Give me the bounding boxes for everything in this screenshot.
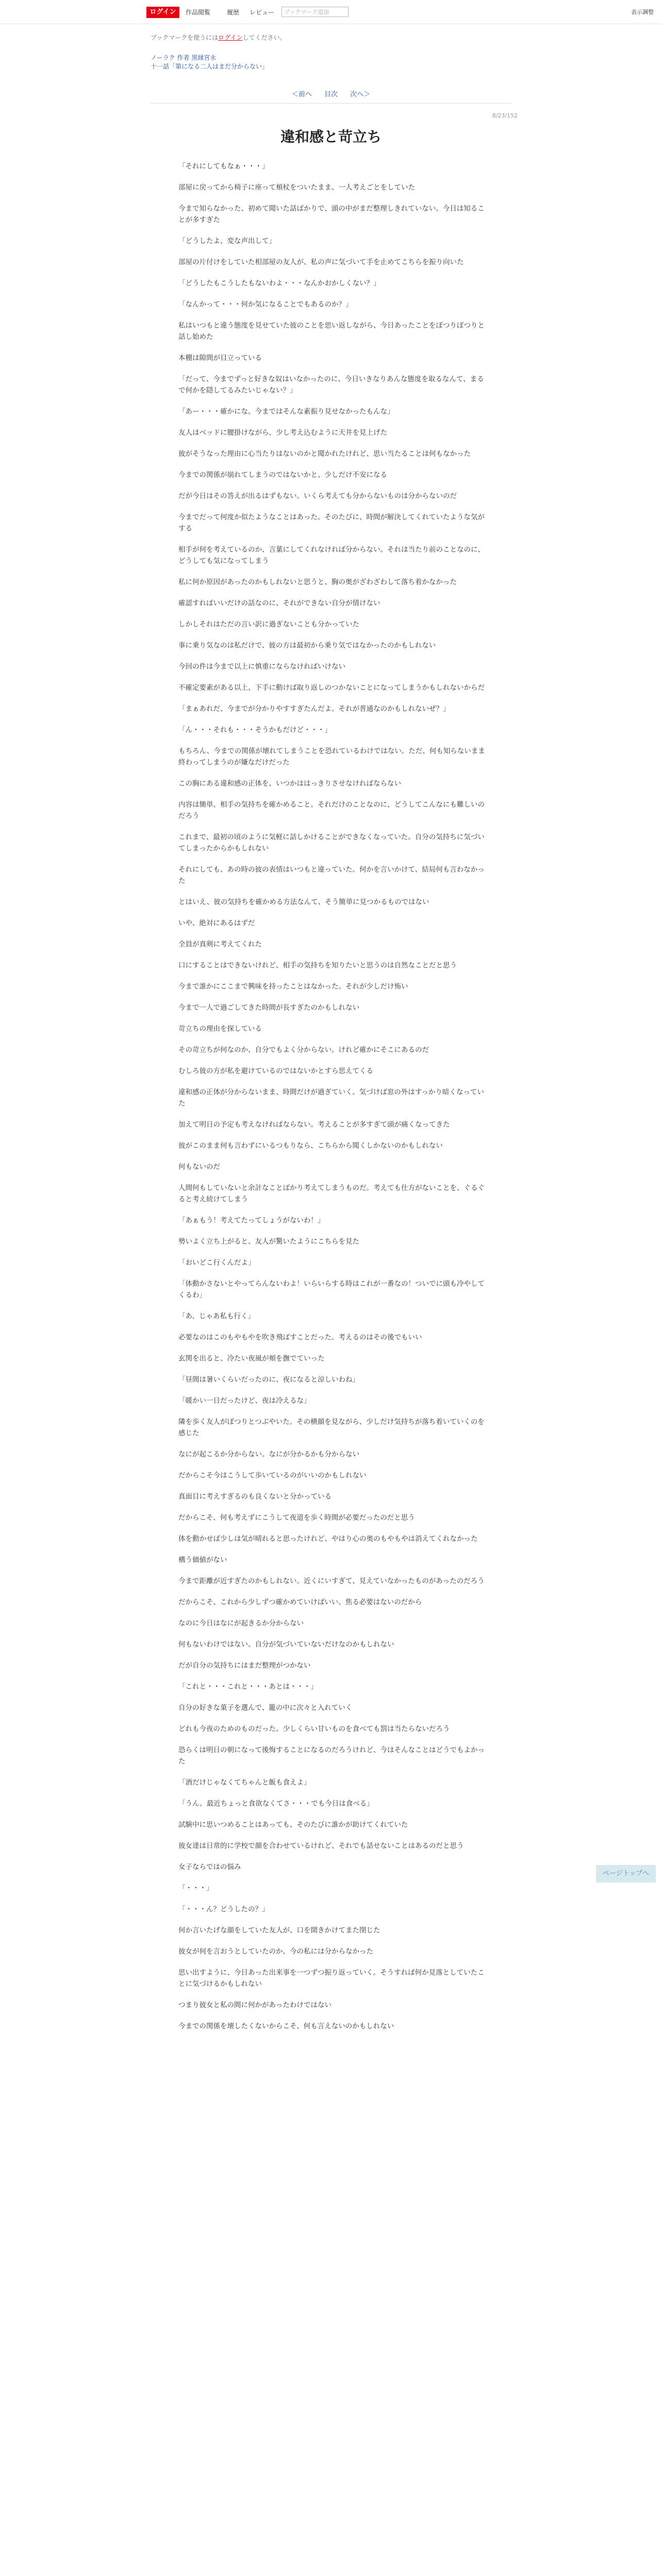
body-paragraph: だが今日はその答えが出るはずもない。いくら考えても分からないものは分からないのだ (178, 492, 457, 500)
body-paragraph: 構う価値がない (178, 1556, 227, 1564)
nav-item-history[interactable]: 履歴 (227, 9, 240, 16)
author-line[interactable]: ノーラク 作者 黒縁宮永 (151, 54, 217, 61)
body-paragraph: 何もないのだ (178, 1163, 220, 1171)
body-paragraph: 真面目に考えすぎるのも良くないと分かっている (178, 1493, 332, 1501)
body-paragraph: 「体動かさないとやってらんないわよ！いらいらする時はこれが一番なの！ついでに頭も冷やしてくるわ」 (178, 1280, 485, 1299)
body-paragraph: 「・・・ん？どうしたの？」 (178, 1905, 269, 1913)
body-paragraph: 確認すればいいだけの話なのに、それができない自分が情けない (178, 599, 380, 607)
login-button[interactable]: ログイン (146, 7, 179, 18)
body-paragraph: 私に何か原因があったのかもしれないと思うと、胸の奥がざわざわして落ち着かなかった (178, 578, 457, 586)
body-paragraph: 「それにしてもなぁ・・・」 (178, 162, 269, 171)
body-paragraph: これまで、最初の頃のように気軽に話しかけることができなくなっていた。自分の気持ちに気づいてしまったからかもしれない (178, 833, 485, 853)
body-paragraph: だが自分の気持ちにはまだ整理がつかない (178, 1662, 311, 1670)
notice-login-link[interactable]: ログイン (218, 34, 243, 41)
body-paragraph: 部屋に戻ってから椅子に座って頬杖をついたまま、一人考えごとをしていた (178, 183, 415, 192)
body-paragraph: だからこそ、何も考えずにこうして夜道を歩く時間が必要だったのだと思う (178, 1514, 415, 1522)
body-paragraph: 何もないわけではない。自分が気づいていないだけなのかもしれない (178, 1640, 394, 1649)
body-paragraph: 不確定要素がある以上、下手に動けば取り返しのつかないことになってしまうかもしれないからだ (178, 684, 485, 692)
body-paragraph: 彼女達は日常的に学校で顔を合わせているけれど、それでも話せないことはあるのだと思う (178, 1842, 464, 1850)
body-paragraph: だからこそ、これから少しずつ確かめていけばいい。焦る必要はないのだから (178, 1598, 422, 1606)
body-paragraph: もちろん、今までの関係が壊れてしまうことを恐れているわけではない。ただ、何も知らないまま終わってしまうのが嫌なだけだった (178, 747, 485, 767)
work-meta (151, 54, 268, 71)
body-paragraph: それにしても、あの時の彼の表情はいつもと違っていた。何かを言いかけて、結局何も言わなかった (178, 866, 485, 885)
index-link[interactable]: 目次 (324, 91, 338, 98)
body-paragraph: 「どうしたもこうしたもないわよ・・・なんかおかしくない？」 (178, 279, 380, 287)
body-paragraph: 「・・・」 (178, 1884, 213, 1892)
body-paragraph: 相手が何を考えているのか、言葉にしてくれなければ分からない。それは当たり前のことなのに、どうしても気になってしまう (178, 546, 485, 565)
body-paragraph: 事に乗り気なのは私だけで、彼の方は最初から乗り気ではなかったのかもしれない (178, 641, 436, 650)
body-paragraph: 今まで知らなかった、初めて聞いた話ばかりで、頭の中がまだ整理しきれていない。今日は知ることが多すぎた (178, 205, 485, 224)
body-paragraph: 今まで距離が近すぎたのかもしれない。近くにいすぎて、見えていなかったものがあったのだろう (178, 1577, 485, 1585)
body-paragraph: 彼がこのまま何も言わずにいるつもりなら、こちらから聞くしかないのかもしれない (178, 1142, 443, 1150)
page-top-button[interactable]: ページトップへ (596, 1865, 656, 1883)
body-paragraph: しかしそれはただの言い訳に過ぎないことも分かっていた (178, 620, 359, 629)
body-paragraph: 今回の件は今まで以上に慎重にならなければいけない (178, 663, 345, 671)
body-paragraph: 何か言いたげな顔をしていた友人が、口を開きかけてまた閉じた (178, 1926, 380, 1935)
login-notice (151, 33, 286, 42)
body-paragraph: 「ん・・・それも・・・そうかもだけど・・・」 (178, 726, 332, 734)
body-paragraph: 体を動かせば少しは気が晴れると思ったけれど、やはり心の奥のもやもやは消えてくれなかった (178, 1535, 478, 1543)
body-paragraph: つまり彼女と私の間に何かがあったわけではない (178, 2001, 332, 2009)
body-paragraph: とはいえ、彼の気持ちを確かめる方法なんて、そう簡単に見つかるものではない (178, 898, 429, 906)
body-paragraph: その苛立ちが何なのか、自分でもよく分からない。けれど確かにそこにあるのだ (178, 1046, 429, 1054)
notice-suffix: してください。 (242, 34, 286, 41)
body-paragraph: 「昼間は暑いくらいだったのに、夜になると涼しいわね」 (178, 1376, 359, 1384)
body-paragraph: 自分の好きな菓子を選んで、籠の中に次々と入れていく (178, 1704, 353, 1712)
body-paragraph: 苛立ちの理由を探している (178, 1025, 262, 1033)
body-paragraph: 今まで誰かにここまで興味を持ったことはなかった。それが少しだけ怖い (178, 982, 408, 991)
divider (151, 103, 511, 104)
body-paragraph: むしろ彼の方が私を避けているのではないかとすら思えてくる (178, 1067, 373, 1075)
body-paragraph: 違和感の正体が分からないまま、時間だけが過ぎていく。気づけば窓の外はすっかり暗くなっていた (178, 1088, 484, 1108)
body-paragraph: 必要なのはこのもやもやを吹き飛ばすことだった。考えるのはその後でもいい (178, 1333, 422, 1342)
body-paragraph: 「うん。最近ちょっと食欲なくてさ・・・でも今日は食べる」 (178, 1800, 374, 1808)
body-paragraph: 全員が真剣に考えてくれた (178, 940, 262, 948)
body-paragraph: 今までだって何度か似たようなことはあった。そのたびに、時間が解決してくれていたような気がする (178, 513, 485, 533)
prev-link[interactable]: ＜前へ (291, 91, 312, 98)
body-paragraph: 「あぁもう！考えてたってしょうがないわ！」 (178, 1216, 325, 1225)
body-paragraph: 私はいつもと違う態度を見せていた彼のことを思い返しながら、今日あったことをぽつりぽつりと話し始めた (178, 321, 485, 341)
chapter-title: 違和感と苛立ち (280, 128, 382, 145)
body-paragraph: いや、絶対にあるはずだ (178, 919, 255, 927)
body-paragraph: 人間何もしていないと余計なことばかり考えてしまうものだ。考えても仕方がないことを、ぐるぐると考え続けてしまう (178, 1184, 485, 1204)
body-paragraph: 今までの関係を壊したくないからこそ、何も言えないのかもしれない (178, 2022, 394, 2030)
body-paragraph: だからこそ今はこうして歩いているのがいいのかもしれない (178, 1471, 367, 1480)
nav-item-review[interactable]: レビュー (250, 9, 275, 16)
next-link[interactable]: 次へ＞ (350, 91, 371, 98)
body-paragraph: 「だって、今までずっと好きな奴はいなかったのに、今日いきなりあんな態度を取るなんて、まるで何かを隠してるみたいじゃない？」 (178, 375, 484, 395)
notice-prefix: ブックマークを使うには (151, 34, 219, 41)
body-paragraph: 「あ、じゃあ私も行く」 (178, 1312, 255, 1320)
body-paragraph: 「まぁあれだ、今までが分かりやすすぎたんだよ。それが普通なのかもしれないぜ？」 (178, 705, 450, 713)
display-settings-link[interactable]: 表示調整 (631, 9, 654, 15)
chapter-line[interactable]: 十一話「第になる二人はまだ分からない」 (151, 63, 269, 70)
body-paragraph: 彼がそうなった理由に心当たりはないのかと聞かれたけれど、思い当たることは何もなかった (178, 450, 471, 458)
body-paragraph: 「あー・・・確かにな。今まではそんな素振り見せなかったもんな」 (178, 408, 394, 416)
body-paragraph: 加えて明日の予定も考えなければならない。考えることが多すぎて頭が痛くなってきた (178, 1121, 450, 1129)
body-paragraph: 試験中に思いつめることはあっても、そのたびに誰かが助けてくれていた (178, 1821, 408, 1829)
body-paragraph: なのに今日はなにが起きるか分からない (178, 1619, 304, 1628)
body-paragraph: 「なんかって・・・何か気になることでもあるのか？」 (178, 300, 353, 309)
body-paragraph: 今まで一人で過ごしてきた時間が長すぎたのかもしれない (178, 1004, 359, 1012)
body-paragraph: 玄関を出ると、冷たい夜風が頬を撫でていった (178, 1354, 325, 1363)
body-paragraph: 「暖かい一日だったけど、夜は冷えるな」 (178, 1397, 311, 1405)
top-bar (0, 0, 662, 24)
body-paragraph: どれも今夜のためのものだった。少しくらい甘いものを食べても罰は当たらないだろう (178, 1725, 450, 1733)
body-paragraph: 部屋の片付けをしていた相部屋の友人が、私の声に気づいて手を止めてこちらを振り向いた (178, 258, 464, 266)
body-paragraph: 女子ならではの悩み (178, 1863, 241, 1871)
body-paragraph: 隣を歩く友人がぽつりとつぶやいた。その横顔を見ながら、少しだけ気持ちが落ち着いていくのを感じた (178, 1418, 485, 1437)
nav-item-browse[interactable]: 作品閲覧 (186, 9, 211, 16)
body-paragraph: 「どうしたよ、変な声出して」 (178, 237, 276, 245)
body-paragraph: 内容は簡単、相手の気持ちを確かめること。それだけのことなのに、どうしてこんなにも難しいのだろう (178, 801, 485, 820)
novel-body (178, 161, 488, 2042)
body-paragraph: この胸にある違和感の正体を、いつかははっきりさせなければならない (178, 779, 401, 788)
body-paragraph: 「おいどこ行くんだよ」 (178, 1259, 255, 1267)
bookmark-input[interactable] (282, 7, 349, 17)
body-paragraph: なにが起こるか分からない。なにが分かるかも分からない (178, 1450, 359, 1459)
body-paragraph: 今までの関係が崩れてしまうのではないかと、少しだけ不安になる (178, 471, 387, 479)
body-paragraph: 彼女が何を言おうとしていたのか、今の私には分からなかった (178, 1947, 373, 1956)
episode-counter: 8/23/152 (492, 112, 518, 119)
body-paragraph: 口にすることはできないけれど、相手の気持ちを知りたいと思うのは自然なことだと思う (178, 961, 457, 970)
body-paragraph: 友人はベッドに腰掛けながら、少し考え込むように天井を見上げた (178, 429, 387, 437)
body-paragraph: 恐らくは明日の朝になって後悔することになるのだろうけれど、今はそんなことはどうでもよかった (178, 1746, 485, 1766)
body-paragraph: 「酒だけじゃなくてちゃんと飯も食えよ」 (178, 1778, 311, 1787)
pager-top (0, 89, 662, 98)
body-paragraph: 思い出すように、今日あった出来事を一つずつ振り返っていく。そうすれば何か見落としていたことに気づけるかもしれない (178, 1969, 485, 1988)
body-paragraph: 勢いよく立ち上がると、友人が驚いたようにこちらを見た (178, 1238, 359, 1246)
body-paragraph: 本棚は隙間が目立っている (178, 354, 262, 362)
body-paragraph: 「これと・・・これと・・・あとは・・・」 (178, 1683, 318, 1691)
